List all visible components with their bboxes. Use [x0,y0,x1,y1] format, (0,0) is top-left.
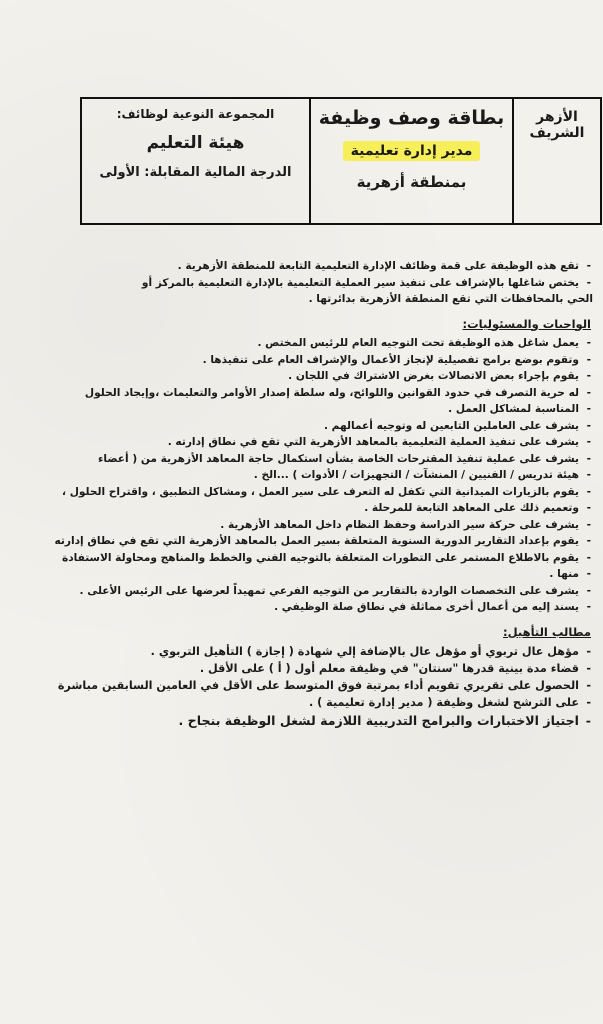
document-body [14,258,593,730]
org-cell [512,99,600,223]
qualification-item: - مؤهل عال تربوي أو مؤهل عال بالإضافة إلي شهادة ( إجازة ) التأهيل التربوي . [14,643,593,660]
duty-item: - يقوم بالاطلاع المستمر على التطورات المتعلقة بالتوجيه الفني والخطط والمناهج ومحاولة الاستفادة [14,550,593,567]
duties-heading: الواجبات والمسئوليات: [462,316,591,331]
qualification-item: - الحصول على تقريري تقويم أداء بمرتبة فوق المتوسط على الأقل في العامين السابقين مباشرة [14,677,593,694]
duty-item: - يقوم بإعداد التقارير الدورية السنوية المتعلقة بسير العمل بالمعاهد الأزهرية التي تقع في نطاق إدارته [14,533,593,550]
intro-list [14,258,593,308]
duty-item: - وتعميم ذلك على المعاهد التابعة للمرحلة . [14,500,593,517]
financial-grade: الدرجة المالية المقابلة: الأولى [99,165,292,180]
qualifications-list [14,643,593,730]
qualification-item: - قضاء مدة بينية قدرها "سنتان" في وظيفة معلم أول ( أ ) على الأقل . [14,660,593,677]
intro-item: - تقع هذه الوظيفة على قمة وظائف الإدارة التعليمية التابعة للمنطقة الأزهرية . [14,258,593,275]
duty-item: - يشرف على تنفيذ العملية التعليمية بالمعاهد الأزهرية التي تقع في نطاق إدارته . [14,434,593,451]
job-title-highlight: مدير إدارة تعليمية [343,141,481,161]
duty-item: - يسند إليه من أعمال أخرى مماثلة في نطاق صلة الوظيفي . [14,599,593,616]
duty-item: - يقوم بالزيارات الميدانية التي تكفل له التعرف على سير العمل ، ومشاكل التطبيق ، واقتراح الحلول ، [14,484,593,501]
duties-list [14,335,593,616]
classification-cell [82,99,309,223]
title-cell [309,99,512,223]
location-text: بمنطقة أزهرية [356,173,467,191]
job-field: هيئة التعليم [146,133,245,153]
duty-item: - المناسبة لمشاكل العمل . [14,401,593,418]
qualification-item: - على الترشح لشغل وظيفة ( مدير إدارة تعليمية ) . [14,694,593,711]
duty-item: - يعمل شاغل هذه الوظيفة تحت التوجيه العام للرئيس المختص . [14,335,593,352]
intro-item: الحي بالمحافظات التي تقع المنطقة الأزهرية بدائرتها . [308,293,593,305]
job-group-label: المجموعة النوعية لوظائف: [116,107,275,121]
duty-item: - منها . [14,566,593,583]
card-title: بطاقة وصف وظيفة [318,107,505,129]
intro-item: - يختص شاغلها بالإشراف على تنفيذ سير العملية التعليمية بالإدارة التعليمية بالمركز أو [14,275,593,292]
qualifications-heading: مطالب التأهيل: [503,624,591,639]
duty-item: - يشرف على العاملين التابعين له وتوجيه أعمالهم . [14,418,593,435]
duty-item: - يقوم بإجراء بعض الاتصالات بغرض الاشتراك في اللجان . [14,368,593,385]
header-table [80,97,602,225]
org-name: الأزهر الشريف [529,109,585,141]
duty-item: - يشرف على التخصصات الواردة بالتقارير من التوجيه الفرعي تمهيداً لعرضها على الرئيس الأعلى . [14,583,593,600]
duty-item: - هيئة تدريس / الفنيين / المنشآت / التجهيزات / الأدوات ) ...الخ . [14,467,593,484]
duty-item: - وتقوم بوضع برامج تفصيلية لإنجاز الأعمال والإشراف العام على تنفيذها . [14,352,593,369]
duty-item: - له حرية التصرف في حدود القوانين واللوائح، وله سلطة إصدار الأوامر والتعليمات ،وإيجاد الحلول [14,385,593,402]
qualification-item: - اجتياز الاختبارات والبرامج التدريبية اللازمة لشغل الوظيفة بنجاح . [14,711,593,730]
duty-item: - يشرف على حركة سير الدراسة وحفظ النظام داخل المعاهد الأزهرية . [14,517,593,534]
duty-item: - يشرف على عملية تنفيذ المقترحات الخاصة بشأن استكمال حاجة المعاهد الأزهرية من ( أعضاء [14,451,593,468]
